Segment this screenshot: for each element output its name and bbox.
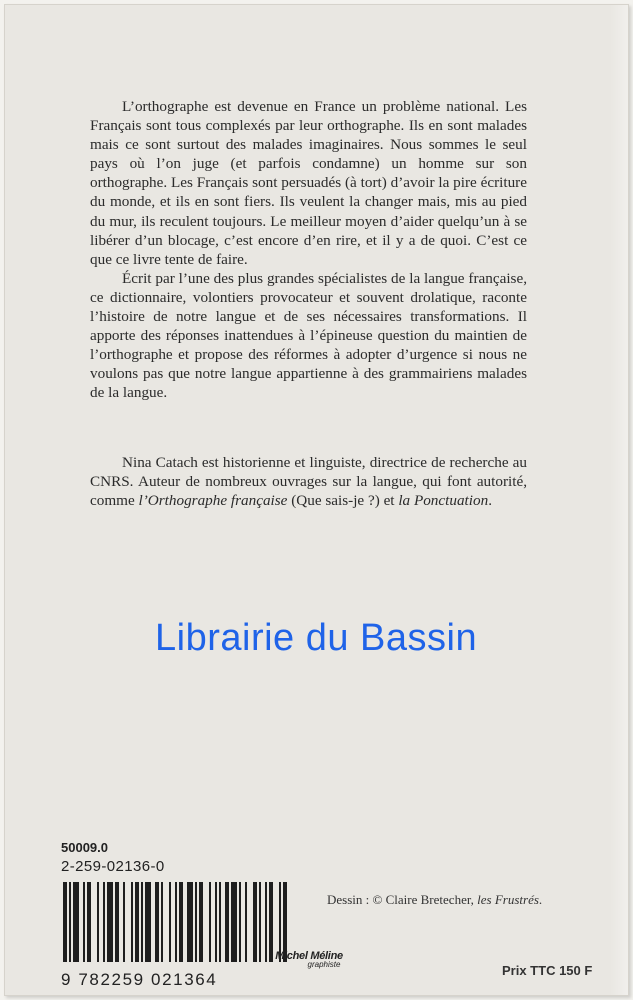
product-code: 50009.0 [61, 840, 108, 855]
author-bio-paragraph [90, 453, 527, 510]
bookstore-watermark: Librairie du Bassin [155, 617, 478, 659]
author-bio-text-3: . [488, 492, 492, 510]
publisher-name: Michel Méline [275, 950, 343, 962]
price-label: Prix TTC 150 F [502, 963, 593, 978]
author-bio-text-1: Nina Catach est historienne et linguiste, directrice de recherche au CNRS. Auteur de nombreux ouvrages sur la langue, qui font autorité, comme [90, 454, 527, 510]
barcode-icon [61, 882, 291, 962]
book-back-cover [4, 4, 629, 996]
author-bio [90, 453, 527, 510]
author-bio-text-2: (Que sais-je ?) et [287, 492, 399, 510]
author-work-title-2: la Ponctuation [398, 492, 489, 510]
publisher-subtitle: graphiste [307, 960, 341, 969]
isbn-number: 2-259-02136-0 [61, 858, 165, 875]
book-description [90, 97, 527, 403]
publisher-logo [267, 950, 351, 969]
credit-text: Dessin : © Claire Bretecher, [327, 892, 478, 907]
author-work-title-1: l’Orthographe française [138, 492, 288, 510]
ean-number: 9 782259 021364 [61, 970, 218, 989]
description-paragraph-2: Écrit par l’une des plus grandes spécialistes de la langue française, ce dictionnaire, volontiers provocateur et souvent drolatique, raconte l’histoire de notre langue et de ses nécessaires transformations. Il apporte des réponses inattendues à l’épineuse question du maintien de l’orthographe et propose des réformes à adopter d’urgence si nous ne voulons pas que notre langue appartienne à des grammairiens malades de la langue. [90, 269, 527, 402]
credit-work-title: les Frustrés [477, 892, 539, 907]
isbn-block [61, 840, 291, 989]
illustration-credit [327, 892, 542, 908]
credit-suffix: . [538, 892, 543, 907]
description-paragraph-1: L’orthographe est devenue en France un problème national. Les Français sont tous complexés par leur orthographe. Ils en sont malades mais ce sont surtout des malades imaginaires. Nous sommes le seul pays où l’on juge (et parfois condamne) un homme sur son orthographe. Les Français sont persuadés (à tort) d’avoir la pire écriture du monde, et ils en sont fiers. Ils veulent la changer mais, mis au pied du mur, ils reculent toujours. Le meilleur moyen d’aider quelqu’un à se libérer d’un blocage, c’est encore d’en rire, et il y a de quoi. C’est ce que ce livre tente de faire. [90, 98, 527, 268]
